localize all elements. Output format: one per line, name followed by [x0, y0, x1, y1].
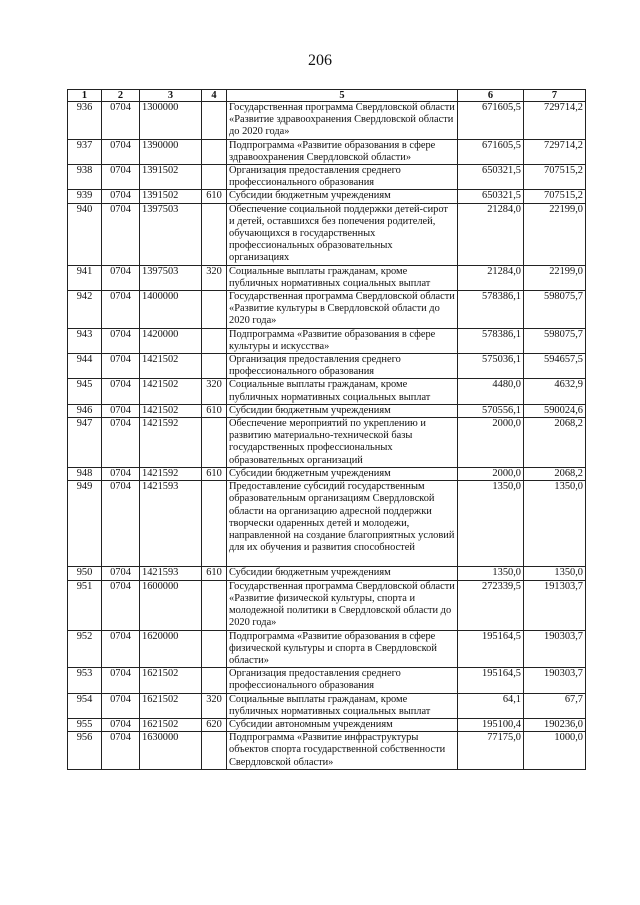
section-code: 0704	[102, 580, 140, 630]
expense-type-code	[202, 732, 227, 770]
amount-2016: 707515,2	[524, 190, 586, 203]
expense-type-code	[202, 102, 227, 140]
amount-2015: 195100,4	[458, 718, 524, 731]
table-row	[68, 354, 586, 379]
table-row	[68, 165, 586, 190]
table-row	[68, 718, 586, 731]
expense-type-code	[202, 165, 227, 190]
expense-type-code	[202, 291, 227, 329]
column-header: 5	[227, 90, 458, 102]
item-name: Социальные выплаты гражданам, кроме публичных нормативных социальных выплат	[227, 265, 458, 290]
row-number: 954	[68, 693, 102, 718]
target-code: 1621502	[140, 693, 202, 718]
column-header: 7	[524, 90, 586, 102]
section-code: 0704	[102, 404, 140, 417]
section-code: 0704	[102, 693, 140, 718]
expense-type-code	[202, 630, 227, 668]
amount-2015: 578386,1	[458, 291, 524, 329]
item-name: Подпрограмма «Развитие образования в сфере здравоохранения Свердловской области»	[227, 139, 458, 164]
target-code: 1391502	[140, 190, 202, 203]
target-code: 1397503	[140, 203, 202, 265]
table-row	[68, 481, 586, 567]
expense-type-code: 620	[202, 718, 227, 731]
item-name: Социальные выплаты гражданам, кроме публичных нормативных социальных выплат	[227, 693, 458, 718]
amount-2015: 2000,0	[458, 418, 524, 468]
item-name: Организация предоставления среднего профессионального образования	[227, 165, 458, 190]
table-row	[68, 693, 586, 718]
section-code: 0704	[102, 139, 140, 164]
budget-table	[67, 89, 586, 770]
expense-type-code: 320	[202, 379, 227, 404]
item-name: Субсидии автономным учреждениям	[227, 718, 458, 731]
target-code: 1420000	[140, 328, 202, 353]
item-name: Субсидии бюджетным учреждениям	[227, 567, 458, 580]
expense-type-code: 320	[202, 265, 227, 290]
expense-type-code	[202, 203, 227, 265]
section-code: 0704	[102, 379, 140, 404]
row-number: 951	[68, 580, 102, 630]
target-code: 1620000	[140, 630, 202, 668]
amount-2016: 190303,7	[524, 668, 586, 693]
amount-2016: 22199,0	[524, 203, 586, 265]
expense-type-code	[202, 481, 227, 567]
target-code: 1621502	[140, 668, 202, 693]
item-name: Государственная программа Свердловской области «Развитие здравоохранения Свердловской области до 2020 года»	[227, 102, 458, 140]
item-name: Субсидии бюджетным учреждениям	[227, 190, 458, 203]
target-code: 1630000	[140, 732, 202, 770]
row-number: 947	[68, 418, 102, 468]
section-code: 0704	[102, 328, 140, 353]
row-number: 950	[68, 567, 102, 580]
section-code: 0704	[102, 481, 140, 567]
row-number: 941	[68, 265, 102, 290]
section-code: 0704	[102, 718, 140, 731]
item-name: Подпрограмма «Развитие образования в сфере физической культуры и спорта в Свердловской области»	[227, 630, 458, 668]
amount-2016: 190236,0	[524, 718, 586, 731]
item-name: Предоставление субсидий государственным образовательным организациям Свердловской области на организацию адресной поддержки творчески одаренных детей и молодежи, направленной на создание благоприятных условий для их обучения и развития способностей	[227, 481, 458, 567]
item-name: Социальные выплаты гражданам, кроме публичных нормативных социальных выплат	[227, 379, 458, 404]
amount-2015: 671605,5	[458, 102, 524, 140]
amount-2016: 2068,2	[524, 418, 586, 468]
amount-2016: 729714,2	[524, 139, 586, 164]
section-code: 0704	[102, 732, 140, 770]
table-row	[68, 732, 586, 770]
table-row	[68, 668, 586, 693]
row-number: 940	[68, 203, 102, 265]
target-code: 1391502	[140, 165, 202, 190]
column-header: 2	[102, 90, 140, 102]
amount-2015: 272339,5	[458, 580, 524, 630]
section-code: 0704	[102, 418, 140, 468]
row-number: 937	[68, 139, 102, 164]
target-code: 1421502	[140, 379, 202, 404]
expense-type-code	[202, 418, 227, 468]
section-code: 0704	[102, 354, 140, 379]
table-row	[68, 379, 586, 404]
table-row	[68, 203, 586, 265]
row-number: 955	[68, 718, 102, 731]
target-code: 1421592	[140, 418, 202, 468]
section-code: 0704	[102, 567, 140, 580]
amount-2016: 598075,7	[524, 328, 586, 353]
section-code: 0704	[102, 265, 140, 290]
row-number: 939	[68, 190, 102, 203]
table-row	[68, 580, 586, 630]
item-name: Организация предоставления среднего профессионального образования	[227, 354, 458, 379]
amount-2015: 2000,0	[458, 467, 524, 480]
amount-2016: 590024,6	[524, 404, 586, 417]
item-name: Государственная программа Свердловской области «Развитие физической культуры, спорта и молодежной политики в Свердловской области до 2020 года»	[227, 580, 458, 630]
target-code: 1621502	[140, 718, 202, 731]
row-number: 956	[68, 732, 102, 770]
target-code: 1421592	[140, 467, 202, 480]
section-code: 0704	[102, 190, 140, 203]
expense-type-code	[202, 139, 227, 164]
amount-2016: 67,7	[524, 693, 586, 718]
amount-2015: 77175,0	[458, 732, 524, 770]
target-code: 1421593	[140, 567, 202, 580]
amount-2016: 707515,2	[524, 165, 586, 190]
amount-2015: 1350,0	[458, 481, 524, 567]
column-header: 1	[68, 90, 102, 102]
amount-2015: 1350,0	[458, 567, 524, 580]
row-number: 943	[68, 328, 102, 353]
row-number: 938	[68, 165, 102, 190]
section-code: 0704	[102, 102, 140, 140]
expense-type-code: 610	[202, 190, 227, 203]
amount-2016: 1350,0	[524, 481, 586, 567]
amount-2016: 729714,2	[524, 102, 586, 140]
table-row	[68, 404, 586, 417]
table-row	[68, 102, 586, 140]
amount-2016: 4632,9	[524, 379, 586, 404]
section-code: 0704	[102, 467, 140, 480]
row-number: 946	[68, 404, 102, 417]
amount-2015: 650321,5	[458, 190, 524, 203]
amount-2016: 1350,0	[524, 567, 586, 580]
table-row	[68, 291, 586, 329]
section-code: 0704	[102, 630, 140, 668]
target-code: 1421502	[140, 354, 202, 379]
item-name: Подпрограмма «Развитие инфраструктуры объектов спорта государственной собственности Свердловской области»	[227, 732, 458, 770]
amount-2016: 1000,0	[524, 732, 586, 770]
amount-2015: 578386,1	[458, 328, 524, 353]
expense-type-code: 320	[202, 693, 227, 718]
expense-type-code: 610	[202, 467, 227, 480]
amount-2015: 650321,5	[458, 165, 524, 190]
section-code: 0704	[102, 291, 140, 329]
item-name: Подпрограмма «Развитие образования в сфере культуры и искусства»	[227, 328, 458, 353]
amount-2016: 598075,7	[524, 291, 586, 329]
table-row	[68, 467, 586, 480]
amount-2016: 2068,2	[524, 467, 586, 480]
row-number: 949	[68, 481, 102, 567]
amount-2015: 21284,0	[458, 203, 524, 265]
expense-type-code	[202, 668, 227, 693]
amount-2015: 21284,0	[458, 265, 524, 290]
table-row	[68, 139, 586, 164]
table-row	[68, 328, 586, 353]
table-row	[68, 190, 586, 203]
table-row	[68, 567, 586, 580]
page-number: 206	[308, 52, 332, 69]
item-name: Обеспечение социальной поддержки детей-сирот и детей, оставшихся без попечения родителей, обучающихся в государственных профессиональных образовательных организациях	[227, 203, 458, 265]
amount-2016: 190303,7	[524, 630, 586, 668]
amount-2015: 64,1	[458, 693, 524, 718]
amount-2015: 570556,1	[458, 404, 524, 417]
amount-2015: 195164,5	[458, 668, 524, 693]
target-code: 1421593	[140, 481, 202, 567]
row-number: 948	[68, 467, 102, 480]
item-name: Государственная программа Свердловской области «Развитие культуры в Свердловской области до 2020 года»	[227, 291, 458, 329]
header-row	[68, 90, 586, 102]
amount-2015: 4480,0	[458, 379, 524, 404]
section-code: 0704	[102, 668, 140, 693]
row-number: 944	[68, 354, 102, 379]
target-code: 1600000	[140, 580, 202, 630]
section-code: 0704	[102, 165, 140, 190]
row-number: 952	[68, 630, 102, 668]
amount-2016: 191303,7	[524, 580, 586, 630]
amount-2015: 195164,5	[458, 630, 524, 668]
expense-type-code: 610	[202, 404, 227, 417]
amount-2016: 594657,5	[524, 354, 586, 379]
column-header: 6	[458, 90, 524, 102]
row-number: 953	[68, 668, 102, 693]
amount-2015: 575036,1	[458, 354, 524, 379]
item-name: Обеспечение мероприятий по укреплению и развитию материально-технической базы государственных профессиональных образовательных организаций	[227, 418, 458, 468]
table-row	[68, 630, 586, 668]
item-name: Субсидии бюджетным учреждениям	[227, 467, 458, 480]
target-code: 1421502	[140, 404, 202, 417]
row-number: 945	[68, 379, 102, 404]
table-row	[68, 265, 586, 290]
item-name: Организация предоставления среднего профессионального образования	[227, 668, 458, 693]
section-code: 0704	[102, 203, 140, 265]
target-code: 1400000	[140, 291, 202, 329]
amount-2015: 671605,5	[458, 139, 524, 164]
amount-2016: 22199,0	[524, 265, 586, 290]
target-code: 1300000	[140, 102, 202, 140]
row-number: 942	[68, 291, 102, 329]
expense-type-code	[202, 328, 227, 353]
expense-type-code: 610	[202, 567, 227, 580]
target-code: 1397503	[140, 265, 202, 290]
table-row	[68, 418, 586, 468]
column-header: 4	[202, 90, 227, 102]
target-code: 1390000	[140, 139, 202, 164]
expense-type-code	[202, 580, 227, 630]
item-name: Субсидии бюджетным учреждениям	[227, 404, 458, 417]
expense-type-code	[202, 354, 227, 379]
table-body	[68, 102, 586, 770]
column-header: 3	[140, 90, 202, 102]
row-number: 936	[68, 102, 102, 140]
